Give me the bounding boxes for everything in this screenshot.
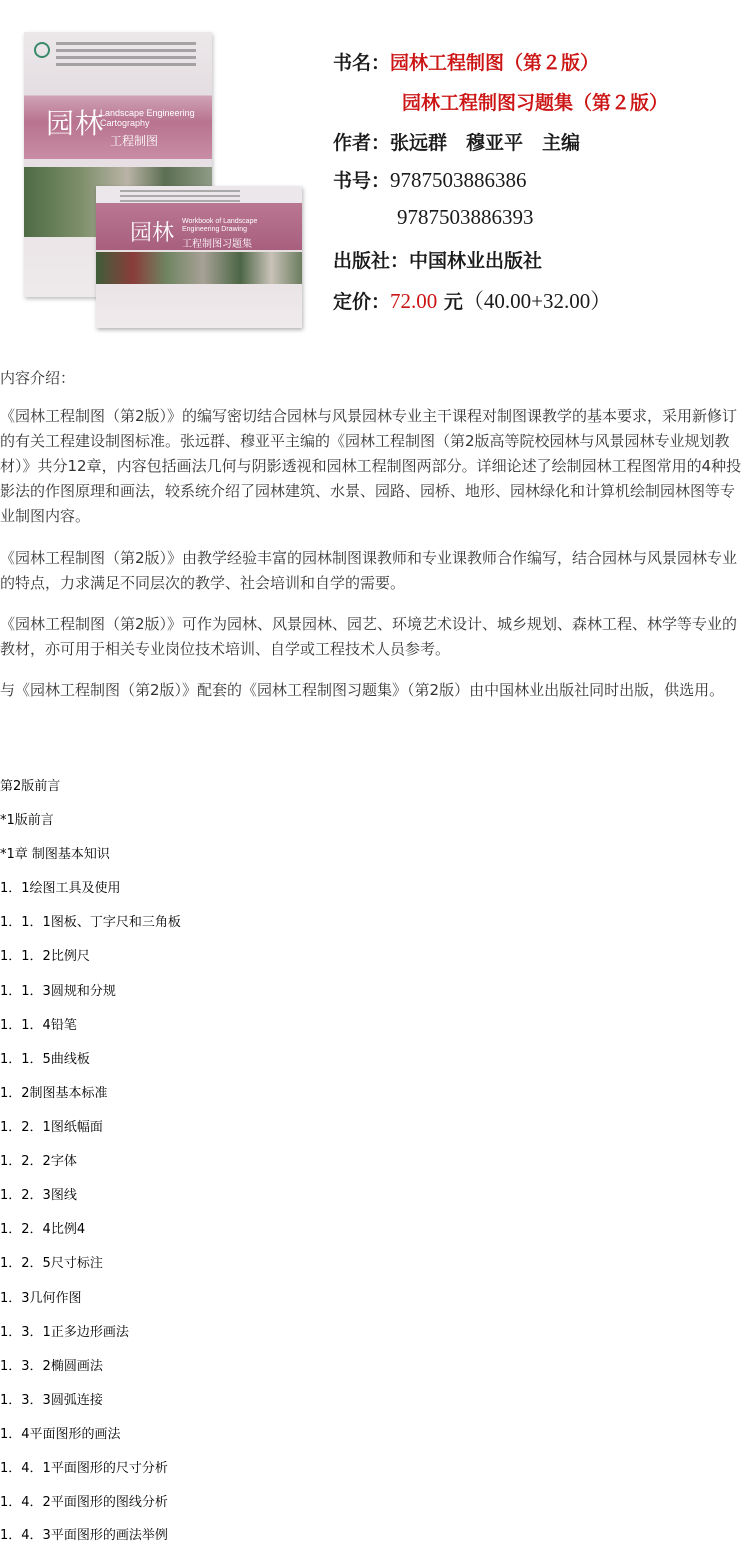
toc-item: *1版前言 <box>0 813 54 828</box>
description-paragraph: 《园林工程制图（第2版）》的编写密切结合园林与风景园林专业主干课程对制图课教学的基本要求，采用新修订的有关工程建设制图标准。张远群、穆亚平主编的《园林工程制图（第2版高等院校园林与风景园林专业规划教材）》共分12章，内容包括画法几何与阴影透视和园林工程制图两部分。详细论述了绘制园林工程图常用的4种投影法的作图原理和画法，较系统介绍了园林建筑、水景、园路、园桥、地形、园林绿化和计算机绘制园林图等专业制图内容。 <box>0 407 742 525</box>
toc-item: 第2版前言 <box>0 779 61 794</box>
isbn-label: 书号： <box>333 170 391 192</box>
cover-workbook-subtitle: 工程制图习题集 <box>182 239 252 250</box>
toc-item: 1．3．1正多边形画法 <box>0 1325 129 1340</box>
toc-item: 1．3几何作图 <box>0 1291 82 1306</box>
book-cover-workbook <box>96 186 302 328</box>
cover-main-english-title: Landscape Engineering Cartography <box>100 108 195 128</box>
cover-workbook-english-title: Workbook of Landscape Engineering Drawing <box>182 218 258 233</box>
cover-main-subtitle: 工程制图 <box>110 134 159 148</box>
author-label: 作者： <box>333 132 391 154</box>
author-row <box>333 128 580 155</box>
toc-item: 1．1．4铅笔 <box>0 1018 77 1033</box>
toc-item: 1．1．1图板、丁字尺和三角板 <box>0 915 181 930</box>
description-paragraph: 《园林工程制图（第2版）》可作为园林、风景园林、园艺、环境艺术设计、城乡规划、森林工程、林学等专业的教材，亦可用于相关专业岗位技术培训、自学或工程技术人员参考。 <box>0 615 738 658</box>
book-header <box>0 0 750 345</box>
description-paragraph: 《园林工程制图（第2版）》由教学经验丰富的园林制图课教师和专业课教师合作编写，结合园林与风景园林专业的特点，力求满足不同层次的教学、社会培训和自学的需要。 <box>0 549 738 592</box>
publisher: 中国林业出版社 <box>409 250 543 272</box>
description-paragraph: 与《园林工程制图（第2版）》配套的《园林工程制图习题集》（第2版）由中国林业出版社同时出版，供选用。 <box>0 681 725 699</box>
title-row <box>333 48 599 75</box>
publisher-emblem-icon <box>34 42 50 58</box>
toc-item: 1．2．3图线 <box>0 1188 77 1203</box>
price-label: 定价： <box>333 291 391 313</box>
price-value: 72.00 <box>390 289 438 313</box>
title-label: 书名： <box>333 52 391 74</box>
description-label: 内容介绍： <box>0 369 76 387</box>
toc-item: 1．1绘图工具及使用 <box>0 881 121 896</box>
authors: 张远群 穆亚平 主编 <box>390 132 581 154</box>
toc-item: 1．2．2字体 <box>0 1154 77 1169</box>
publisher-label: 出版社： <box>333 250 410 272</box>
toc-item: 1．4．3平面图形的画法举例 <box>0 1528 168 1543</box>
toc-item: 1．1．5曲线板 <box>0 1052 90 1067</box>
book-title-1: 园林工程制图（第２版） <box>390 52 600 74</box>
toc-item: *1章 制图基本知识 <box>0 847 110 862</box>
toc-item: 1．4平面图形的画法 <box>0 1427 121 1442</box>
publisher-row <box>333 246 542 273</box>
isbn-1: 9787503886386 <box>390 168 527 192</box>
isbn-2: 9787503886393 <box>397 205 534 229</box>
toc-item: 1．4．2平面图形的图线分析 <box>0 1495 168 1510</box>
cover-main-title: 园林 <box>46 107 105 140</box>
toc-item: 1．1．2比例尺 <box>0 949 90 964</box>
cover-series-text <box>120 190 240 205</box>
toc-item: 1．2．4比例4 <box>0 1222 86 1237</box>
book-title-2: 园林工程制图习题集（第２版） <box>402 92 669 114</box>
price-unit: 元 <box>443 291 463 313</box>
isbn-row-2 <box>397 205 534 230</box>
title-row-2 <box>402 88 668 115</box>
toc-item: 1．3．2椭圆画法 <box>0 1359 103 1374</box>
toc-item: 1．2．5尺寸标注 <box>0 1256 103 1271</box>
toc-item: 1．4．1平面图形的尺寸分析 <box>0 1461 168 1476</box>
cover-workbook-title: 园林 <box>130 221 175 246</box>
toc-item: 1．2．1图纸幅面 <box>0 1120 103 1135</box>
cover-workbook-photo <box>96 252 302 284</box>
price-detail: （40.00+32.00） <box>462 289 612 313</box>
toc-item: 1．2制图基本标准 <box>0 1086 108 1101</box>
price-row <box>333 285 611 315</box>
cover-series-text <box>56 42 196 70</box>
isbn-row <box>333 166 527 193</box>
toc-item: 1．3．3圆弧连接 <box>0 1393 103 1408</box>
toc-item: 1．1．3圆规和分规 <box>0 984 116 999</box>
